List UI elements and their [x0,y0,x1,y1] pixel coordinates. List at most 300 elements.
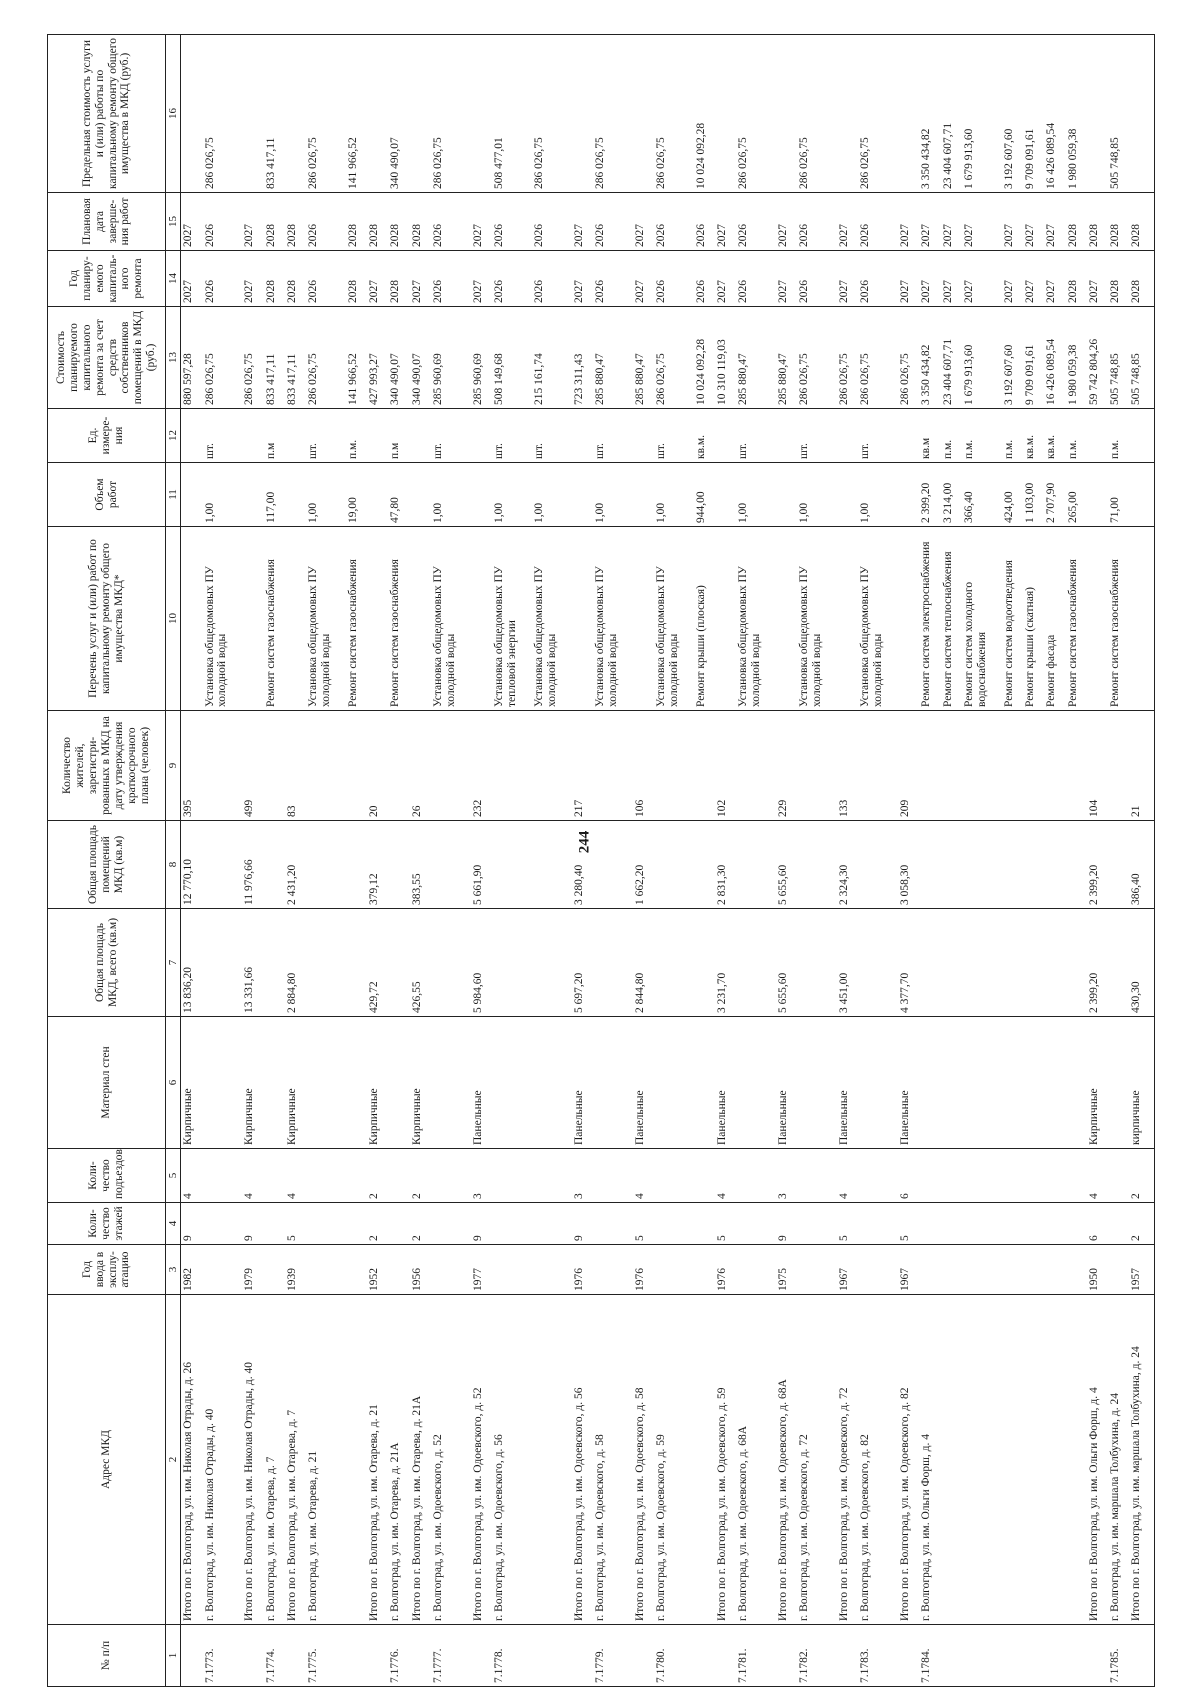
floors-cell [797,1203,837,1245]
work-volume-cell [1087,463,1108,527]
completion-date-cell: 2027 [181,193,203,251]
completion-date-cell: 2026 [654,193,694,251]
premises-area-cell [1108,821,1129,909]
cost-cell: 880 597,28 [181,307,203,409]
table-row [181,35,203,1687]
premises-area-cell [388,821,409,909]
col-number: 7 [166,909,181,1017]
planned-year-cell: 2027 [962,251,1002,307]
residents-cell [962,711,1002,821]
row-number: 7.1781. [736,1625,776,1687]
address-cell [1066,1295,1087,1625]
premises-area-cell [306,821,346,909]
work-volume-cell: 1,00 [492,463,532,527]
wall-material-cell: Панельные [633,1017,654,1149]
address-cell [346,1295,367,1625]
residents-cell: 102 [715,711,736,821]
residents-cell [431,711,471,821]
unit-cell [1129,409,1150,463]
premises-area-cell [264,821,285,909]
residents-cell: 26 [410,711,431,821]
address-cell [1023,1295,1044,1625]
total-area-cell [797,909,837,1017]
address-cell: Итого по г. Волгоград, ул. им. Одоевского, д. 68А [776,1295,797,1625]
row-number [181,1625,203,1687]
table-row [593,35,633,1687]
work-volume-cell: 3 214,00 [941,463,962,527]
work-volume-cell: 265,00 [1066,463,1087,527]
premises-area-cell [919,821,940,909]
header-row [48,35,166,1687]
unit-cell [837,409,858,463]
year-cell [797,1245,837,1295]
table-row [919,35,940,1687]
unit-cell: п.м. [962,409,1002,463]
unit-cell: п.м. [1066,409,1087,463]
col-number: 4 [166,1203,181,1245]
table-row [572,35,593,1687]
entrances-cell [962,1149,1002,1203]
completion-date-cell: 2028 [1066,193,1087,251]
entrances-cell [1108,1149,1129,1203]
year-cell [654,1245,694,1295]
entrances-cell [694,1149,715,1203]
address-cell: Итого по г. Волгоград, ул. им. Одоевского, д. 72 [837,1295,858,1625]
entrances-cell: 2 [410,1149,431,1203]
work-list-cell [367,527,388,711]
year-cell [1044,1245,1065,1295]
total-area-cell: 5 984,60 [471,909,492,1017]
unit-cell [181,409,203,463]
total-area-cell: 429,72 [367,909,388,1017]
address-cell: г. Волгоград, ул. им. Отарева, д. 21А [388,1295,409,1625]
address-cell: Итого по г. Волгоград, ул. им. маршала Толбухина, д. 24 [1129,1295,1150,1625]
planned-year-cell: 2027 [242,251,263,307]
planned-year-cell: 2026 [532,251,572,307]
wall-material-cell [346,1017,367,1149]
premises-area-cell: 386,40 [1129,821,1150,909]
total-area-cell: 426,55 [410,909,431,1017]
unit-cell: шт. [593,409,633,463]
col-number: 5 [166,1149,181,1203]
cost-cell: 3 350 434,82 [919,307,940,409]
table-row [1002,35,1023,1687]
floors-cell: 9 [776,1203,797,1245]
work-list-cell [898,527,919,711]
completion-date-cell: 2027 [962,193,1002,251]
limit-cost-cell: 23 404 607,71 [941,35,962,193]
col-number: 14 [166,251,181,307]
planned-year-cell: 2027 [837,251,858,307]
floors-cell [962,1203,1002,1245]
work-volume-cell: 1,00 [306,463,346,527]
residents-cell: 499 [242,711,263,821]
col-header: Год планиру-емого капиталь-ного ремонта [48,251,166,307]
rotated-table-wrapper [47,35,1155,1687]
residents-cell: 209 [898,711,919,821]
wall-material-cell: Кирпичные [181,1017,203,1149]
premises-area-cell: 11 976,66 [242,821,263,909]
row-number [1002,1625,1023,1687]
address-cell: г. Волгоград, ул. им. Одоевского, д. 58 [593,1295,633,1625]
floors-cell [593,1203,633,1245]
premises-area-cell [941,821,962,909]
limit-cost-cell: 10 024 092,28 [694,35,715,193]
total-area-cell [858,909,898,1017]
premises-area-cell [346,821,367,909]
work-list-cell: Установка общедомовых ПУ холодной воды [736,527,776,711]
year-cell [919,1245,940,1295]
unit-cell [410,409,431,463]
address-cell [941,1295,962,1625]
row-number: 7.1774. [264,1625,285,1687]
limit-cost-cell: 286 026,75 [797,35,837,193]
wall-material-cell: Кирпичные [1087,1017,1108,1149]
row-number [1129,1625,1150,1687]
planned-year-cell: 2026 [593,251,633,307]
wall-material-cell: Панельные [471,1017,492,1149]
row-number [367,1625,388,1687]
address-cell [1002,1295,1023,1625]
col-number: 3 [166,1245,181,1295]
cost-cell: 286 026,75 [306,307,346,409]
row-number [898,1625,919,1687]
year-cell [431,1245,471,1295]
cost-cell: 508 149,68 [492,307,532,409]
premises-area-cell: 2 831,30 [715,821,736,909]
work-list-cell: Ремонт систем теплоснабжения [941,527,962,711]
premises-area-cell: 2 399,20 [1087,821,1108,909]
address-cell: Итого по г. Волгоград, ул. им. Одоевского, д. 82 [898,1295,919,1625]
address-cell: г. Волгоград, ул. им. Одоевского, д. 56 [492,1295,532,1625]
address-cell: Итого по г. Волгоград, ул. им. Одоевского, д. 56 [572,1295,593,1625]
address-cell: г. Волгоград, ул. им. Одоевского, д. 52 [431,1295,471,1625]
limit-cost-cell: 505 748,85 [1108,35,1129,193]
completion-date-cell: 2026 [492,193,532,251]
completion-date-cell: 2028 [264,193,285,251]
empty-cell [1151,1203,1155,1245]
premises-area-cell [431,821,471,909]
planned-year-cell: 2026 [306,251,346,307]
premises-area-cell: 2 324,30 [837,821,858,909]
entrances-cell [919,1149,940,1203]
row-number [1023,1625,1044,1687]
planned-year-cell: 2027 [1044,251,1065,307]
year-cell [264,1245,285,1295]
residents-cell [1002,711,1023,821]
year-cell [532,1245,572,1295]
wall-material-cell [919,1017,940,1149]
total-area-cell [736,909,776,1017]
premises-area-cell [797,821,837,909]
planned-year-cell: 2026 [431,251,471,307]
residents-cell: 395 [181,711,203,821]
cost-cell: 340 490,07 [388,307,409,409]
floors-cell [492,1203,532,1245]
cost-cell: 1 679 913,60 [962,307,1002,409]
row-number: 7.1775. [306,1625,346,1687]
row-number [1087,1625,1108,1687]
residents-cell: 104 [1087,711,1108,821]
residents-cell: 83 [285,711,306,821]
entrances-cell [532,1149,572,1203]
total-area-cell [431,909,471,1017]
floors-cell: 9 [181,1203,203,1245]
cost-cell: 141 966,52 [346,307,367,409]
wall-material-cell [593,1017,633,1149]
planned-year-cell: 2026 [694,251,715,307]
empty-cell [1151,463,1155,527]
total-area-cell [941,909,962,1017]
planned-year-cell: 2026 [654,251,694,307]
residents-cell [203,711,243,821]
work-volume-cell: 1,00 [858,463,898,527]
residents-cell: 217 [572,711,593,821]
planned-year-cell: 2027 [410,251,431,307]
column-number-row [166,35,181,1687]
table-row [962,35,1002,1687]
cost-cell: 285 880,47 [776,307,797,409]
row-number [633,1625,654,1687]
year-cell [1002,1245,1023,1295]
floors-cell: 5 [633,1203,654,1245]
total-area-cell [694,909,715,1017]
entrances-cell: 4 [181,1149,203,1203]
address-cell: г. Волгоград, ул. им. Одоевского, д. 82 [858,1295,898,1625]
work-volume-cell: 1 103,00 [1023,463,1044,527]
wall-material-cell [858,1017,898,1149]
entrances-cell: 2 [1129,1149,1150,1203]
year-cell [941,1245,962,1295]
planned-year-cell: 2028 [1129,251,1150,307]
floors-cell [858,1203,898,1245]
work-volume-cell [410,463,431,527]
planned-year-cell: 2026 [736,251,776,307]
premises-area-cell [492,821,532,909]
cost-cell: 23 404 607,71 [941,307,962,409]
work-list-cell: Ремонт систем водоотведения [1002,527,1023,711]
work-list-cell [715,527,736,711]
col-header: Количество жителей, зарегистри-рованных в МКД на дату утверждения краткосрочного плана (человек) [48,711,166,821]
year-cell: 1976 [633,1245,654,1295]
floors-cell [264,1203,285,1245]
wall-material-cell: Панельные [898,1017,919,1149]
planned-year-cell: 2028 [264,251,285,307]
total-area-cell: 13 836,20 [181,909,203,1017]
limit-cost-cell [633,35,654,193]
premises-area-cell: 3 058,30 [898,821,919,909]
work-list-cell [1129,527,1150,711]
completion-date-cell: 2028 [1108,193,1129,251]
col-header: Коли-чество этажей [48,1203,166,1245]
work-volume-cell: 1,00 [593,463,633,527]
total-area-cell [654,909,694,1017]
work-list-cell: Установка общедомовых ПУ холодной воды [532,527,572,711]
unit-cell: п.м. [1002,409,1023,463]
cost-cell: 286 026,75 [837,307,858,409]
entrances-cell [203,1149,243,1203]
residents-cell [1108,711,1129,821]
planned-year-cell: 2027 [898,251,919,307]
limit-cost-cell: 286 026,75 [593,35,633,193]
row-number: 7.1777. [431,1625,471,1687]
row-number: 7.1776. [388,1625,409,1687]
unit-cell: шт. [203,409,243,463]
year-cell: 1975 [776,1245,797,1295]
residents-cell [1066,711,1087,821]
wall-material-cell [694,1017,715,1149]
year-cell [346,1245,367,1295]
col-number: 10 [166,527,181,711]
floors-cell: 5 [837,1203,858,1245]
planned-year-cell: 2028 [346,251,367,307]
year-cell: 1967 [837,1245,858,1295]
work-volume-cell: 944,00 [694,463,715,527]
work-volume-cell: 1,00 [431,463,471,527]
limit-cost-cell [776,35,797,193]
work-volume-cell [242,463,263,527]
limit-cost-cell: 286 026,75 [306,35,346,193]
total-area-cell [1002,909,1023,1017]
total-area-cell: 5 655,60 [776,909,797,1017]
address-cell: Итого по г. Волгоград, ул. им. Николая Отрады, д. 26 [181,1295,203,1625]
work-volume-cell [776,463,797,527]
col-number: 16 [166,35,181,193]
work-list-cell: Ремонт систем газоснабжения [346,527,367,711]
limit-cost-cell [715,35,736,193]
cost-cell: 285 960,69 [471,307,492,409]
year-cell: 1967 [898,1245,919,1295]
limit-cost-cell: 1 679 913,60 [962,35,1002,193]
entrances-cell [1002,1149,1023,1203]
work-volume-cell [471,463,492,527]
work-volume-cell [367,463,388,527]
year-cell [492,1245,532,1295]
col-header: Стоимость планируемого капитального ремонта за счет средств собственников помещений в МКД (руб.) [48,307,166,409]
work-list-cell: Ремонт систем газоснабжения [388,527,409,711]
work-volume-cell: 1,00 [654,463,694,527]
cost-cell: 505 748,85 [1108,307,1129,409]
entrances-cell [1044,1149,1065,1203]
address-cell: Итого по г. Волгоград, ул. им. Одоевского, д. 59 [715,1295,736,1625]
residents-cell: 20 [367,711,388,821]
row-number [776,1625,797,1687]
premises-area-cell [203,821,243,909]
planned-year-cell: 2028 [388,251,409,307]
total-area-cell [532,909,572,1017]
entrances-cell [1066,1149,1087,1203]
cost-cell: 3 192 607,60 [1002,307,1023,409]
planned-year-cell: 2026 [492,251,532,307]
premises-area-cell: 5 661,90 [471,821,492,909]
completion-date-cell: 2027 [471,193,492,251]
completion-date-cell: 2027 [572,193,593,251]
empty-cell [1151,307,1155,409]
year-cell [1066,1245,1087,1295]
year-cell: 1976 [715,1245,736,1295]
row-number: 7.1778. [492,1625,532,1687]
wall-material-cell [388,1017,409,1149]
wall-material-cell [203,1017,243,1149]
wall-material-cell [532,1017,572,1149]
premises-area-cell [736,821,776,909]
work-list-cell: Ремонт фасада [1044,527,1065,711]
row-number: 7.1780. [654,1625,694,1687]
planned-year-cell: 2026 [797,251,837,307]
completion-date-cell: 2026 [797,193,837,251]
year-cell [694,1245,715,1295]
premises-area-cell: 2 431,20 [285,821,306,909]
wall-material-cell: Панельные [715,1017,736,1149]
work-list-cell: Ремонт систем газоснабжения [1066,527,1087,711]
table-row [941,35,962,1687]
unit-cell [776,409,797,463]
limit-cost-cell: 16 426 089,54 [1044,35,1065,193]
floors-cell [736,1203,776,1245]
work-volume-cell: 2 399,20 [919,463,940,527]
completion-date-cell: 2027 [776,193,797,251]
table-row [1023,35,1044,1687]
year-cell [962,1245,1002,1295]
wall-material-cell [1108,1017,1129,1149]
premises-area-cell [654,821,694,909]
table-row [306,35,346,1687]
row-number [285,1625,306,1687]
residents-cell [593,711,633,821]
floors-cell: 5 [715,1203,736,1245]
address-cell: Итого по г. Волгоград, ул. им. Отарева, д. 21А [410,1295,431,1625]
floors-cell [306,1203,346,1245]
year-cell [203,1245,243,1295]
address-cell: Итого по г. Волгоград, ул. им. Одоевского, д. 58 [633,1295,654,1625]
col-header: Ед. измере-ния [48,409,166,463]
wall-material-cell [492,1017,532,1149]
table-row [242,35,263,1687]
table-row [797,35,837,1687]
total-area-cell: 3 231,70 [715,909,736,1017]
row-number [572,1625,593,1687]
limit-cost-cell: 286 026,75 [431,35,471,193]
row-number [532,1625,572,1687]
residents-cell [919,711,940,821]
floors-cell [346,1203,367,1245]
wall-material-cell: Кирпичные [285,1017,306,1149]
year-cell [736,1245,776,1295]
completion-date-cell: 2027 [898,193,919,251]
completion-date-cell: 2026 [858,193,898,251]
table-row [858,35,898,1687]
residents-cell [858,711,898,821]
wall-material-cell [431,1017,471,1149]
work-list-cell: Установка общедомовых ПУ холодной воды [306,527,346,711]
wall-material-cell [306,1017,346,1149]
floors-cell [1044,1203,1065,1245]
col-header: Плановая дата заверше-ния работ [48,193,166,251]
address-cell: Итого по г. Волгоград, ул. им. Отарева, д. 21 [367,1295,388,1625]
premises-area-cell [1044,821,1065,909]
col-number: 12 [166,409,181,463]
limit-cost-cell [410,35,431,193]
entrances-cell: 4 [285,1149,306,1203]
year-cell: 1957 [1129,1245,1150,1295]
planned-year-cell: 2027 [1002,251,1023,307]
entrances-cell [736,1149,776,1203]
cost-cell: 215 161,74 [532,307,572,409]
col-number: 11 [166,463,181,527]
unit-cell: п.м. [941,409,962,463]
limit-cost-cell: 340 490,07 [388,35,409,193]
work-list-cell: Установка общедомовых ПУ холодной воды [797,527,837,711]
